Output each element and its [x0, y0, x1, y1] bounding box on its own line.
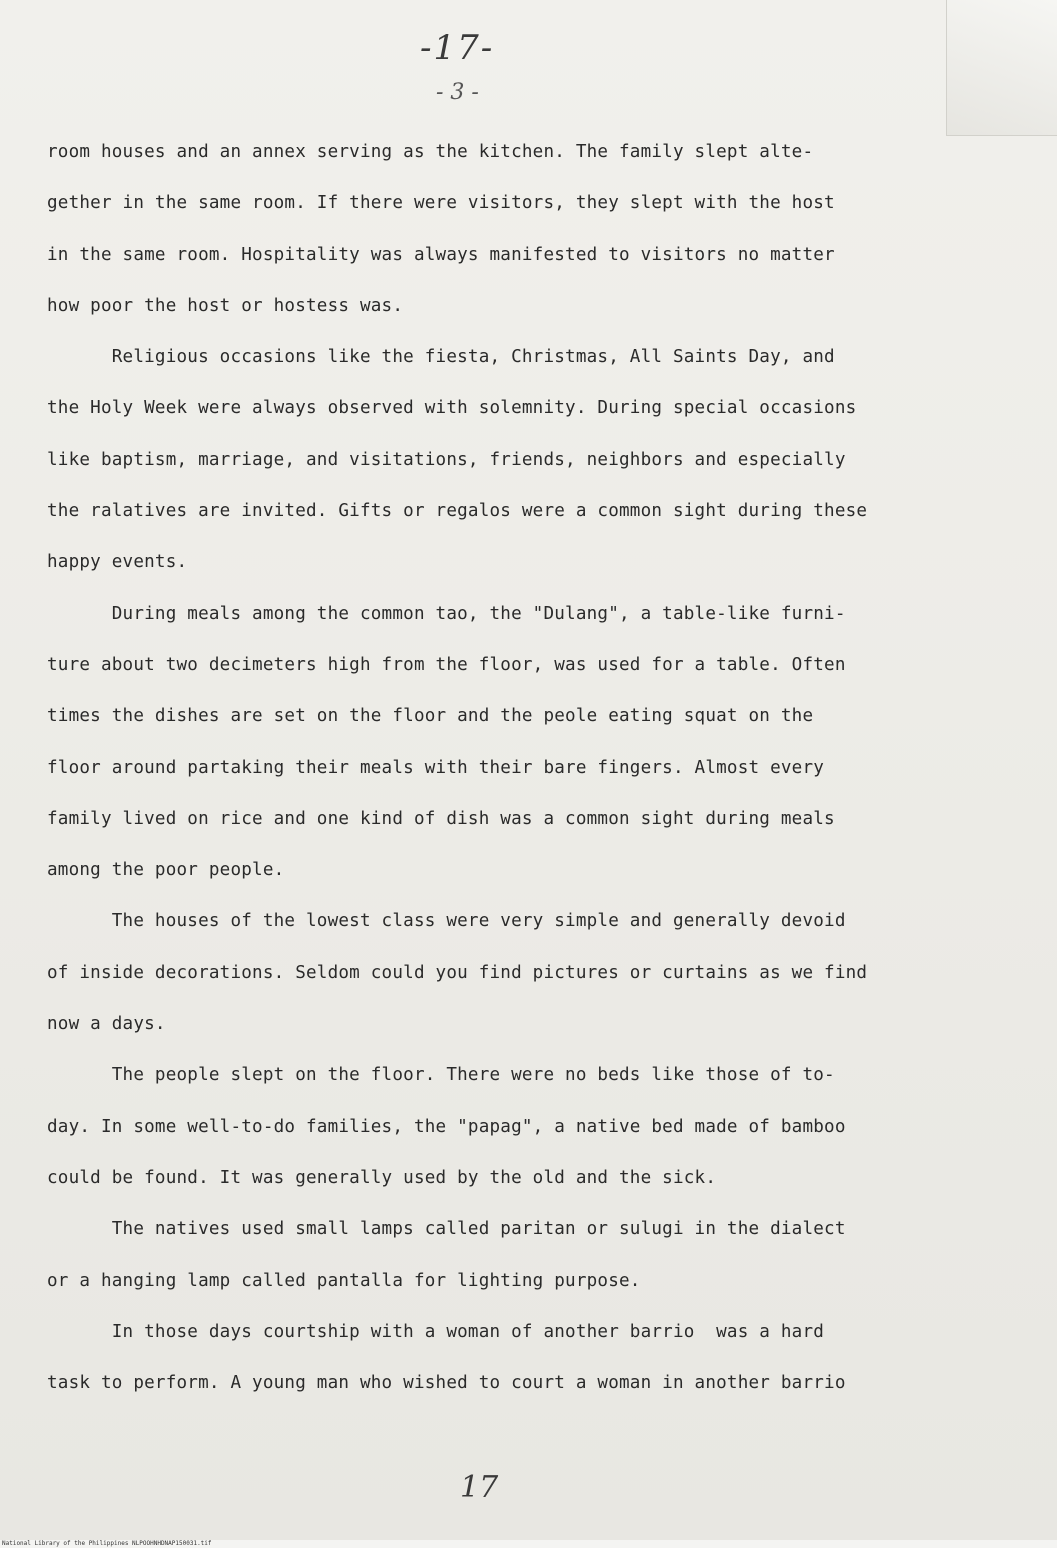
text-line: day. In some well-to-do families, the "papag", a native bed made of bamboo: [47, 1116, 846, 1137]
text-line: Religious occasions like the fiesta, Christmas, All Saints Day, and: [47, 347, 835, 368]
text-line: could be found. It was generally used by the old and the sick.: [47, 1167, 717, 1188]
text-line: room houses and an annex serving as the kitchen. The family slept alte-: [47, 142, 814, 162]
text-line: ture about two decimeters high from the floor, was used for a table. Often: [47, 654, 846, 675]
text-line: The houses of the lowest class were very simple and generally devoid: [47, 911, 846, 932]
text-line: The natives used small lamps called paritan or sulugi in the dialect: [47, 1219, 846, 1240]
typed-body-text: [47, 127, 1007, 1409]
handwritten-page-number: -17-: [420, 28, 495, 68]
text-line: how poor the host or hostess was.: [47, 295, 404, 316]
typed-page-number: - 3 -: [436, 80, 479, 105]
text-line: The people slept on the floor. There were no beds like those of to-: [47, 1065, 835, 1086]
text-line: floor around partaking their meals with their bare fingers. Almost every: [47, 757, 825, 778]
text-line: the Holy Week were always observed with solemnity. During special occasions: [47, 398, 857, 419]
text-line: gether in the same room. If there were visitors, they slept with the host: [47, 193, 835, 214]
text-line: In those days courtship with a woman of another barrio was a hard: [47, 1321, 825, 1342]
text-line: among the poor people.: [47, 860, 285, 881]
text-line: like baptism, marriage, and visitations, friends, neighbors and especially: [47, 449, 846, 470]
text-line: task to perform. A young man who wished to court a woman in another barrio: [47, 1373, 846, 1394]
text-line: times the dishes are set on the floor and the peole eating squat on the: [47, 706, 814, 727]
text-line: family lived on rice and one kind of dish was a common sight during meals: [47, 808, 835, 829]
archive-footer: National Library of the Philippines NLPOOHNHDNAP150031.tif: [0, 1540, 1057, 1548]
text-line: the ralatives are invited. Gifts or regalos were a common sight during these: [47, 501, 868, 522]
text-line: in the same room. Hospitality was always manifested to visitors no matter: [47, 244, 835, 265]
text-line: During meals among the common tao, the "Dulang", a table-like furni-: [47, 603, 846, 624]
page-fold: [946, 0, 1057, 136]
bottom-handwritten-number: 17: [460, 1470, 499, 1505]
text-line: or a hanging lamp called pantalla for lighting purpose.: [47, 1270, 641, 1291]
text-line: happy events.: [47, 552, 188, 573]
text-line: now a days.: [47, 1014, 166, 1035]
text-line: of inside decorations. Seldom could you find pictures or curtains as we find: [47, 962, 868, 983]
